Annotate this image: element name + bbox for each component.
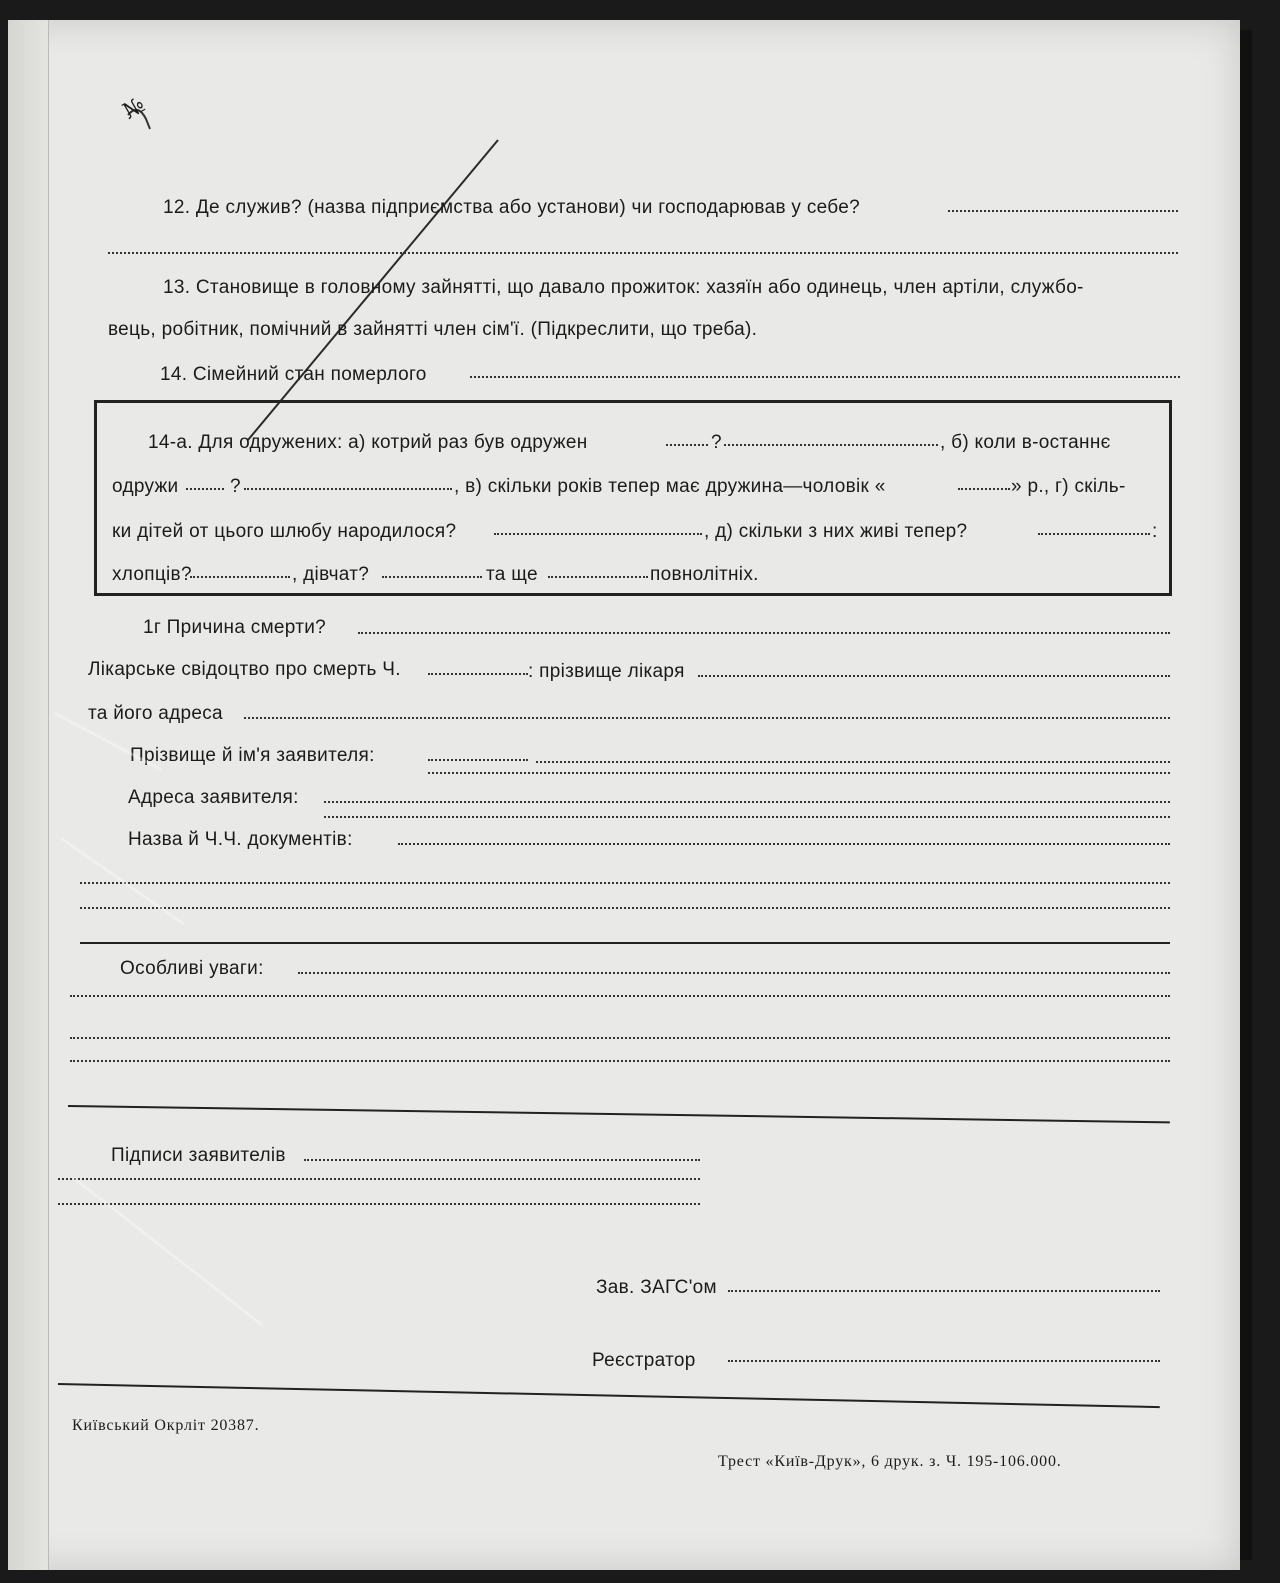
- q14a-line3-b: , д) скільки з них живі тепер?: [704, 521, 968, 542]
- doctor-cert-number-field[interactable]: [428, 673, 528, 675]
- q15-label: 1г Причина смерти?: [143, 617, 327, 638]
- footer-right: Трест «Київ-Друк», 6 друк. з. Ч. 195-106.000.: [718, 1453, 1062, 1470]
- q12-field-line2[interactable]: [108, 252, 1178, 254]
- signatures-label: Підписи заявителів: [111, 1145, 286, 1166]
- q14a-colon: :: [1152, 521, 1158, 542]
- q13-line2: вець, робітник, помічний в зайнятті член сім'ї. (Підкреслити, що треба).: [108, 319, 758, 340]
- q14a-adults-field[interactable]: [548, 576, 648, 578]
- remarks-field-3[interactable]: [70, 1037, 1170, 1039]
- applicant-addr-field-2[interactable]: [324, 816, 1170, 818]
- applicant-addr-label: Адреса заявителя:: [128, 787, 299, 808]
- doctor-name-label: : прізвище лікаря: [528, 661, 685, 682]
- documents-label: Назва й Ч.Ч. документів:: [128, 829, 353, 850]
- q14a-line4-a: хлопців?: [112, 564, 192, 585]
- applicant-name-field[interactable]: [428, 759, 528, 761]
- q14a-line1-b: , б) коли в-останнє: [940, 432, 1111, 453]
- q12-field[interactable]: [948, 210, 1178, 212]
- remarks-label: Особливі уваги:: [120, 958, 264, 979]
- signatures-field-3[interactable]: [58, 1203, 700, 1205]
- q14a-box: [94, 400, 1172, 596]
- documents-field-2[interactable]: [80, 882, 1170, 884]
- q14a-spouse-age-field[interactable]: [958, 488, 1010, 490]
- section-divider-1: [80, 942, 1170, 944]
- q14a-times-field-2[interactable]: [724, 444, 938, 446]
- applicant-addr-field[interactable]: [324, 801, 1170, 803]
- applicant-name-field-3[interactable]: [428, 772, 1170, 774]
- head-zags-field[interactable]: [728, 1290, 1160, 1292]
- doctor-addr-field[interactable]: [244, 717, 1170, 719]
- signatures-field-2[interactable]: [58, 1178, 700, 1180]
- q13-line1: 13. Становище в головному зайнятті, що давало прожиток: хазяїн або одинець, член артіли, службо-: [163, 277, 1084, 298]
- q14a-alive-field[interactable]: [1038, 533, 1150, 535]
- remarks-field-2[interactable]: [70, 995, 1170, 997]
- q14a-times-field[interactable]: [666, 444, 708, 446]
- q14a-line2-b: , в) скільки років тепер має дружина—чоловік «: [454, 476, 886, 497]
- q14-field[interactable]: [470, 376, 1180, 378]
- form-page: [8, 20, 1240, 1570]
- q15-field[interactable]: [358, 632, 1170, 634]
- documents-field-3[interactable]: [80, 907, 1170, 909]
- handwritten-number-mark: №: [118, 92, 150, 125]
- q12-label: 12. Де служив? (назва підприємства або установи) чи господарював у себе?: [163, 197, 860, 218]
- q14a-qmark-1: ?: [711, 432, 722, 453]
- registrar-field[interactable]: [728, 1360, 1160, 1362]
- doctor-addr-label: та його адреса: [88, 703, 223, 724]
- doctor-cert-label: Лікарське свідоцтво про смерть Ч.: [88, 659, 401, 680]
- q14a-when-field[interactable]: [186, 488, 224, 490]
- q14a-line3-a: ки дітей от цього шлюбу народилося?: [112, 521, 457, 542]
- q14a-line4-d: повнолітніх.: [650, 564, 759, 585]
- signatures-field[interactable]: [304, 1159, 700, 1161]
- q14-label: 14. Сімейний стан померлого: [160, 364, 427, 385]
- registrar-label: Реєстратор: [592, 1350, 696, 1371]
- q14a-qmark-2: ?: [230, 476, 241, 497]
- q14a-line2-a: одружи: [112, 476, 179, 497]
- head-zags-label: Зав. ЗАГС'ом: [596, 1277, 717, 1298]
- footer-left: Київський Окрліт 20387.: [72, 1417, 260, 1434]
- q14a-when-field-2[interactable]: [244, 488, 452, 490]
- q14a-line1-a: 14-а. Для одружених: а) котрий раз був одружен: [148, 432, 588, 453]
- documents-field[interactable]: [398, 843, 1170, 845]
- applicant-name-field-2[interactable]: [536, 761, 1170, 763]
- page-right-edge: [1240, 30, 1252, 1560]
- q14a-line4-c: та ще: [486, 564, 538, 585]
- remarks-field[interactable]: [298, 972, 1170, 974]
- q14a-line4-b: , дівчат?: [292, 564, 370, 585]
- q14a-line2-c: » р., г) скіль-: [1011, 476, 1126, 497]
- q14a-boys-field[interactable]: [190, 576, 290, 578]
- q14a-children-field[interactable]: [494, 533, 702, 535]
- applicant-name-label: Прізвище й ім'я заявителя:: [130, 745, 375, 766]
- doctor-name-field[interactable]: [698, 675, 1170, 677]
- remarks-field-4[interactable]: [70, 1060, 1170, 1062]
- q14a-girls-field[interactable]: [382, 576, 482, 578]
